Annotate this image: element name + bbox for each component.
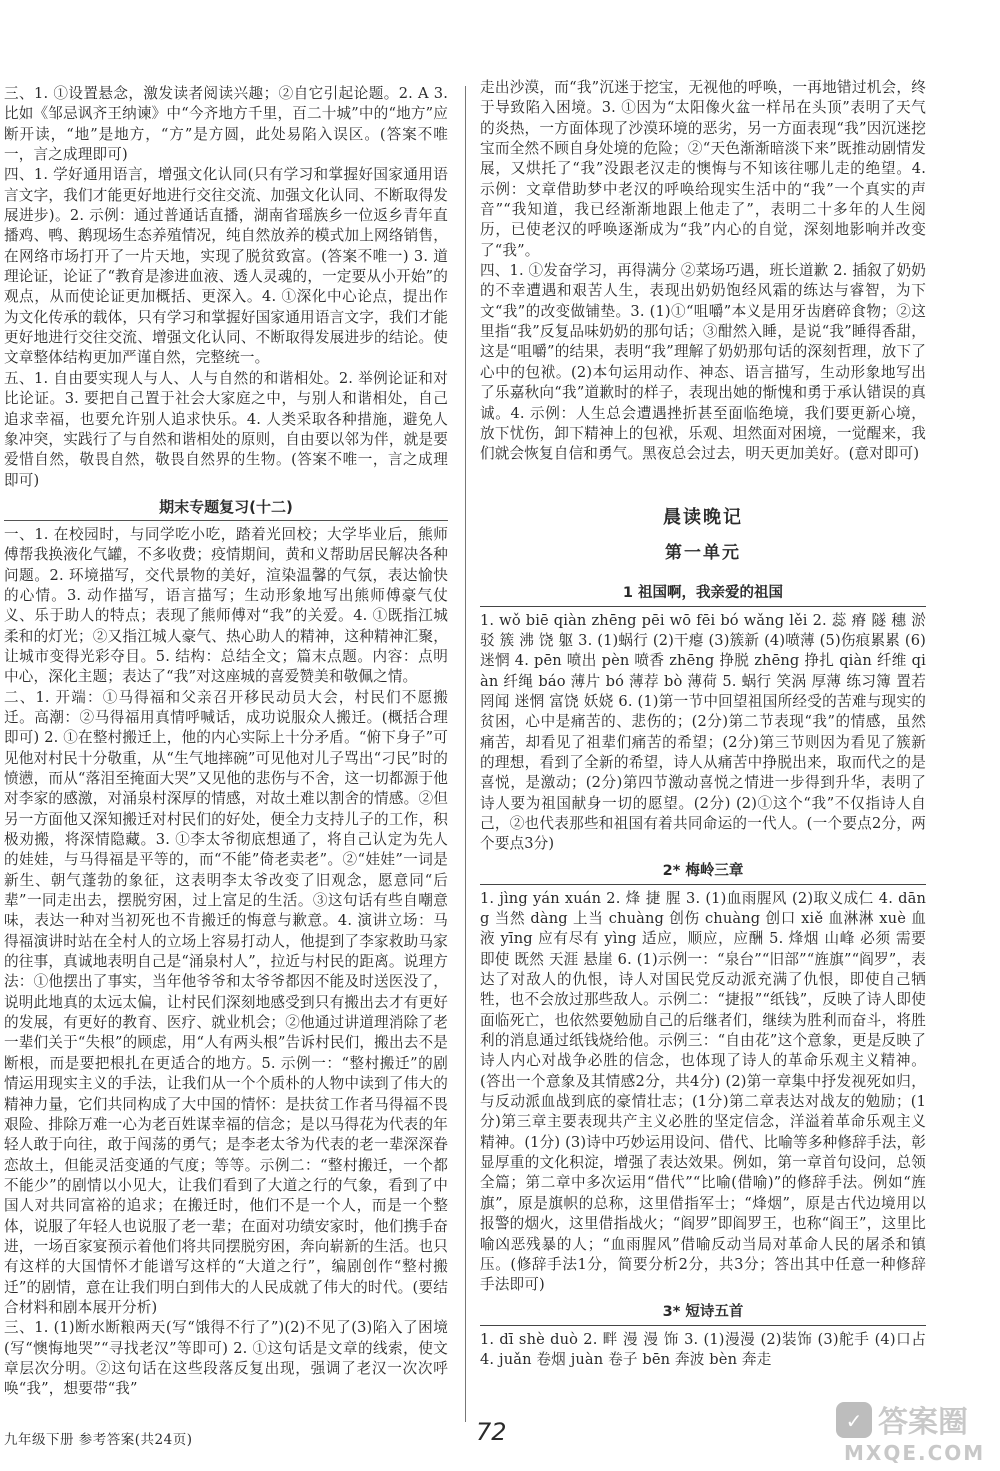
- section-title: 期末专题复习(十二): [4, 497, 448, 521]
- page-number: 72: [476, 1418, 507, 1446]
- answer-block-3: 三、1. ①设置悬念，激发读者阅读兴趣；②自它引起论题。2. A 3. 比如《邹忌讽齐王纳谏》中“今齐地方千里，百二十城”中的“地方”应断开读，“地”是地方，“方”是方圆，此处易陷入误区。(答案不唯一，言之成理即可): [4, 85, 448, 164]
- lesson-2-answers: 1. jìng yán xuán 2. 烽 捷 腥 3. (1)血雨腥风 (2)取义成仁 4. dāng 当然 dàng 上当 chuàng 创伤 chuàng 创口 xiě 血淋淋 xuè 血液 yīng 应有尽有 yìng 适应，顺应，应酬 5. 烽烟 山峰 必须 需要 即使 既然 天涯 悬崖 6. (1)示例一：“泉台”“旧部”“旌旗”“阎罗”，表达了对敌人的仇恨，诗人对国民党反动派充满了仇恨，即使自己牺牲，也不会放过那些敌人。示例二：“捷报”“纸钱”，反映了诗人即使面临死亡，也依然要勉励自己的后继者们，继续为胜利而奋斗，将胜利的消息通过纸钱烧给他。示例三：“自由花”这个意象，更是反映了诗人内心对战争必胜的信念，也体现了诗人的革命乐观主义精神。(答出一个意象及其情感2分，共4分) (2)第一章集中抒发视死如归，与反动派血战到底的豪情壮志；(1分)第二章表达对战友的勉励；(1分)第三章主要表现共产主义必胜的坚定信念，洋溢着革命乐观主义精神。(1分) (3)诗中巧妙运用设问、借代、比喻等多种修辞手法，彰显厚重的文化积淀，增强了表达效果。例如，第一章首句设问，总领全篇；第二章中多次运用“借代”“比喻(借喻)”的修辞手法。例如“旌旗”，原是旗帜的总称，这里借指军士；“烽烟”，原是古代边境用以报警的烟火，这里借指战火；“阎罗”即阎罗王，也称“阎王”，这里比喻凶恶残暴的人；“血雨腥风”借喻反动当局对革命人民的屠杀和镇压。(修辞手法1分，简要分析2分，共3分；答出其中任意一种修辞手法即可): [480, 889, 926, 1294]
- right-column: [480, 78, 926, 1370]
- svg-text:✓: ✓: [845, 1409, 863, 1433]
- answer-block-2: 二、1. 开端：①马得福和父亲召开移民动员大会，村民们不愿搬迁。高潮：②马得福用真情呼喊话，成功说服众人搬迁。(概括合理即可) 2. ①在整村搬迁上，他的内心实际上十分矛盾。“俯下身子”可见他对村民十分敬重，从“生气地摔碗”可见他对儿子骂出“刁民”时的愤懑，而从“落泪至掩面大哭”又见他的悲伤与不舍，这一切都源于他对李家的感激，对涌泉村深厚的情感，对故土难以割舍的情感。②但另一方面他又深知搬迁对村民们的好处，便全力支持儿子的工作，积极劝搬，将深情隐藏。3. ①李太爷彻底想通了，将自己认定为先人的娃娃，与马得福是平等的，而“不能”倚老卖老”。②“娃娃”一词是新生、朝气蓬勃的象征，这表明李太爷改变了旧观念，愿意同“后辈”一同走出去，摆脱穷困，过上富足的生活。③这句话有些自嘲意味，表达一种对当初死也不肯搬迁的悔意与歉意。4. 演讲立场：马得福演讲时站在全村人的立场上容易打动人，他提到了李家救助马家的往事，真诚地表明自己是“涌泉村人”，拉近与村民的距离。说理方法：①他摆出了事实，当年他爷爷和太爷爷都因不能及时送医没了，说明此地真的太远太偏，让村民们深刻地感受到只有搬出去才有更好的发展，有更好的教育、医疗、就业机会；②他通过讲道理消除了老一辈们关于“失根”的顾虑，用“人有两头根”告诉村民们，搬出去不是断根，而是要把根扎在更适合的地方。5. 示例一：“整村搬迁”的剧情运用现实主义的手法，让我们从一个个质朴的人物中读到了伟大的精神力量，它们共同构成了大中国的情怀：是扶贫工作者马得福不畏艰险、排除万难一心为老百姓谋幸福的信念；是以马得花为代表的年轻人敢于向往，敢于闯荡的勇气；是李老太爷为代表的老一辈深深眷恋故土，但能灵活变通的气度；等等。示例二：“整村搬迁，一个都不能少”的剧情以小见大，让我们看到了大道之行的气象，看到了中国人对共同富裕的追求；在搬迁时，他们不是一个人，而是一个整体，说服了年轻人也说服了老一辈；在面对功绩安家时，他们携手奋进，一场百家宴预示着他们将共同摆脱穷困，奔向崭新的生活。也只有这样的大国情怀才能谱写这样的“大道之行”，编剧创作“整村搬迁”的剧情，意在让我们明白到伟大的人民成就了伟大的时代。(要结合材料和剧本展开分析): [4, 688, 448, 1316]
- watermark-text: 答案圈: [878, 1405, 968, 1440]
- answer-block-5: 五、1. 自由要实现人与人、人与自然的和谐相处。2. 举例论证和对比论证。3. 要把自己置于社会大家庭之中，与别人和谐相处，自己追求幸福，也要允许别人追求快乐。4. 人类采取各种措施，避免人象冲突，实践行了与自然和谐相处的原则，自由要以邻为伴，就是要爱惜自然，敬畏自然，敬畏自然界的生物。(答案不唯一，言之成理即可): [4, 369, 448, 489]
- unit-title: 第一单元: [665, 542, 741, 563]
- answer-block-4b: 四、1. ①发奋学习，再得满分 ②菜场巧遇，班长道歉 2. 插叙了奶奶的不幸遭遇和艰苦人生，表现出奶奶饱经风霜的练达与睿智，为下文“我”的改变做铺垫。3. (1)①“咀嚼”本义是用牙齿磨碎食物；②这里指“我”反复品味奶奶的那句话；③酣然入睡，是说“我”睡得香甜，这是“咀嚼”的结果，表明“我”理解了奶奶那句话的深刻哲理，放下了心中的包袱。(2)本句运用动作、神态、语言描写，生动形象地写出了乐嘉秋向“我”道歉时的样子，表现出她的惭愧和勇于承认错误的真诚。4. 示例：人生总会遭遇挫折甚至面临绝境，我们要更新心境，放下忧伤，卸下精神上的包袱，乐观、坦然面对困境，一觉醒来，我们就会恢复自信和勇气。黑夜总会过去，明天更加美好。(意对即可): [480, 262, 926, 463]
- watermark-logo-icon: [834, 1398, 996, 1468]
- answer-block-3b: 三、1. (1)断水断粮两天(写“饿得不行了”)(2)不见了(3)陷入了困境(写“懊悔地哭”“寻找老汉”等即可) 2. ①这句话是文章的线索，使文章层次分明。②这句话在这些段落反复出现，强调了老汉一次次呼唤“我”，想要带“我”: [4, 1319, 448, 1398]
- answer-block-3-continued: 走出沙漠，而“我”沉迷于挖宝，无视他的呼唤，一再地错过机会，终于导致陷入困境。3. ①因为“太阳像火盆一样吊在头顶”表明了天气的炎热，一方面体现了沙漠环境的恶劣，另一方面表现“我”因沉迷挖宝而全然不顾自身处境的危险；②“天色渐渐暗淡下来”既推动剧情发展，又烘托了“我”没跟老汉走的懊悔与不知该往哪儿走的绝望。4. 示例：文章借助梦中老汉的呼唤给现实生活中的“我”一个真实的声音”“我知道，我已经渐渐地跟上他走了”，表明二十多年的人生阅历，已使老汉的呼唤逐渐成为“我”内心的自觉，深刻地影响并改变了“我”。: [480, 79, 926, 259]
- answer-block-1: 一、1. 在校园时，与同学吃小吃，踏着光回校；大学毕业后，熊师傅帮我换液化气罐，不多收费；疫情期间，黄和义帮助居民解决各种问题。2. 环境描写，交代景物的美好，渲染温馨的气氛，表达愉快的心情。3. 动作描写，语言描写；生动形象地写出熊师傅豪气仗义、乐于助人的特点；表现了熊师傅对“我”的关爱。4. ①既指江城柔和的灯光；②又指江城人豪气、热心助人的精神，这种精神汇聚，让城市变得光彩夺目。5. 结构：总结全文；篇末点题。内容：点明中心，深化主题；表达了“我”对这座城的喜爱赞美和敬佩之情。: [4, 525, 448, 686]
- lesson-2-title: 2* 梅岭三章: [480, 861, 926, 885]
- part-title: 晨读晚记: [663, 506, 743, 528]
- answer-block-4: 四、1. 学好通用语言，增强文化认同(只有学习和掌握好国家通用语言文字，我们才能更好地进行交往交流、加强文化认同、不断取得发展进步)。2. 示例：通过普通话直播，湖南省瑶族乡一位返乡青年直播鸡、鸭、鹅现场生态养殖情况，纯自然放养的模式加上网络销售，在网络市场打开了一片天地，实现了脱贫致富。(答案不唯一) 3. 道理论证，论证了“教育是渗进血液、透人灵魂的，一定要从小开始”的观点，从而使论证更加概括、更深入。4. ①深化中心论点，提出作为文化传承的载体，只有学习和掌握好国家通用语言文字，我们才能更好地进行交往交流、增强文化认同、不断取得发展进步的结论。使文章整体结构更加严谨自然，完整统一。: [4, 166, 448, 367]
- lesson-3-answers: 1. dī shè duò 2. 畔 漫 漫 饰 3. (1)漫漫 (2)装饰 (3)舵手 (4)口占 4. juǎn 卷烟 juàn 卷子 bēn 奔波 bèn 奔走: [480, 1330, 926, 1368]
- book-info: 九年级下册 参考答案(共24页): [4, 1432, 193, 1448]
- lesson-1-answers: 1. wǒ biē qiàn zhēng pēi wō fēi bó wǎng lěi 2. 蕊 瘠 隧 穗 淤 驳 簇 沸 饶 躯 3. (1)蜗行 (2)干瘪 (3)簇新 (4)喷薄 (5)伤痕累累 (6)迷惘 4. pēn 喷出 pèn 喷香 zhēng 挣脱 zhēng 挣扎 qiàn 纤维 qiàn 纤绳 báo 薄片 bó 薄荐 bò 薄荷 5. 蜗行 笑涡 厚薄 练习簿 置若罔闻 迷惘 富饶 妖娆 6. (1)第一节中回望祖国所经受的苦难与现实的贫困，心中是痛苦的、悲伤的；(2分)第二节表现“我”的情感，虽然痛苦，却看见了祖辈们痛苦的希望；(2分)第三节则因为看见了簇新的理想，看到了全新的希望，诗人从痛苦中挣脱出来，取而代之的是喜悦，是激动；(2分)第四节激动喜悦之情进一步得到升华，表明了诗人要为祖国献身一切的愿望。(2分) (2)①这个“我”不仅指诗人自己，②也代表那些和祖国有着共同命运的一代人。(一个要点2分，两个要点3分): [480, 611, 926, 853]
- watermark-url: MXQE.COM: [844, 1441, 986, 1465]
- lesson-3-title: 3* 短诗五首: [480, 1302, 926, 1326]
- left-column: [4, 84, 448, 1400]
- lesson-1-title: 1 祖国啊，我亲爱的祖国: [480, 583, 926, 607]
- column-divider: [465, 86, 466, 1422]
